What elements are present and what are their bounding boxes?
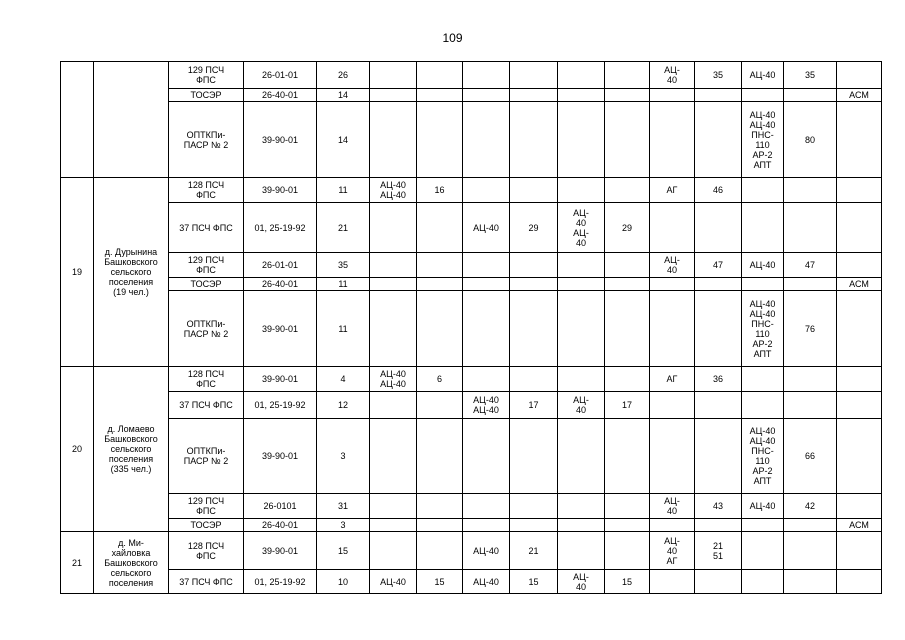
value-cell [784, 203, 837, 253]
value-cell: 47 [784, 253, 837, 278]
value-cell [695, 102, 742, 178]
value-cell: 21 [510, 532, 558, 570]
value-cell [784, 532, 837, 570]
settlement-cell: д. Ми- хайловка Башковского сельского поселения [94, 532, 169, 594]
value-cell [695, 203, 742, 253]
vehicle-cell [742, 367, 784, 392]
distance-cell: 31 [317, 494, 370, 519]
vehicle-cell [558, 519, 605, 532]
special-cell [837, 570, 882, 594]
value-cell [784, 278, 837, 291]
phone-cell: 39-90-01 [244, 419, 317, 494]
distance-cell: 4 [317, 367, 370, 392]
vehicle-cell [742, 278, 784, 291]
value-cell [784, 570, 837, 594]
value-cell: 47 [695, 253, 742, 278]
distance-cell: 14 [317, 89, 370, 102]
value-cell [510, 367, 558, 392]
value-cell [417, 392, 463, 419]
value-cell: 17 [605, 392, 650, 419]
vehicle-cell: АГ [650, 178, 695, 203]
value-cell [784, 519, 837, 532]
vehicle-cell: АЦ- 40 АЦ- 40 [558, 203, 605, 253]
table-row [61, 291, 882, 367]
vehicle-cell [370, 253, 417, 278]
vehicle-cell [370, 519, 417, 532]
value-cell [784, 367, 837, 392]
value-cell [417, 102, 463, 178]
value-cell [695, 392, 742, 419]
vehicle-cell [370, 102, 417, 178]
special-cell: АСМ [837, 519, 882, 532]
value-cell: 43 [695, 494, 742, 519]
phone-cell: 01, 25-19-92 [244, 392, 317, 419]
value-cell [695, 419, 742, 494]
distance-cell: 21 [317, 203, 370, 253]
vehicle-cell [370, 203, 417, 253]
phone-cell: 26-0101 [244, 494, 317, 519]
vehicle-cell: АЦ- 40 [650, 494, 695, 519]
unit-cell: 129 ПСЧ ФПС [169, 253, 244, 278]
vehicle-cell: АЦ- 40 [558, 392, 605, 419]
value-cell [605, 102, 650, 178]
vehicle-cell [558, 253, 605, 278]
vehicle-cell [463, 419, 510, 494]
special-cell: АСМ [837, 278, 882, 291]
vehicle-cell [463, 102, 510, 178]
value-cell [784, 178, 837, 203]
special-cell [837, 178, 882, 203]
value-cell [605, 367, 650, 392]
distance-cell: 26 [317, 62, 370, 89]
unit-cell: ОПТКПи- ПАСР № 2 [169, 419, 244, 494]
value-cell [510, 253, 558, 278]
vehicle-cell: АЦ-40 [463, 203, 510, 253]
value-cell [784, 89, 837, 102]
value-cell [417, 519, 463, 532]
vehicle-cell [463, 178, 510, 203]
distance-cell: 11 [317, 278, 370, 291]
special-cell [837, 392, 882, 419]
special-cell [837, 367, 882, 392]
vehicle-cell: АГ [650, 367, 695, 392]
phone-cell: 01, 25-19-92 [244, 203, 317, 253]
value-cell [605, 253, 650, 278]
vehicle-cell [650, 519, 695, 532]
value-cell: 6 [417, 367, 463, 392]
unit-cell: 37 ПСЧ ФПС [169, 203, 244, 253]
row-number-cell: 21 [61, 532, 94, 594]
value-cell [605, 278, 650, 291]
value-cell [695, 278, 742, 291]
table-row [61, 253, 882, 278]
value-cell: 76 [784, 291, 837, 367]
special-cell [837, 291, 882, 367]
vehicle-cell: АЦ-40 АЦ-40 [370, 367, 417, 392]
special-cell [837, 532, 882, 570]
table-row [61, 494, 882, 519]
row-number-cell: 19 [61, 178, 94, 367]
row-number-cell: 20 [61, 367, 94, 532]
vehicle-cell [650, 203, 695, 253]
value-cell [510, 62, 558, 89]
value-cell: 17 [510, 392, 558, 419]
value-cell [417, 62, 463, 89]
vehicle-cell [650, 102, 695, 178]
special-cell [837, 62, 882, 89]
vehicle-cell: АЦ- 40 [650, 253, 695, 278]
value-cell [695, 89, 742, 102]
vehicle-cell [650, 278, 695, 291]
value-cell [605, 532, 650, 570]
unit-cell: 128 ПСЧ ФПС [169, 367, 244, 392]
response-table [60, 61, 882, 594]
special-cell [837, 253, 882, 278]
vehicle-cell [370, 89, 417, 102]
unit-cell: ОПТКПи- ПАСР № 2 [169, 291, 244, 367]
table-row [61, 392, 882, 419]
value-cell [510, 519, 558, 532]
settlement-cell: д. Ломаево Башковского сельского поселения (335 чел.) [94, 367, 169, 532]
table-row [61, 102, 882, 178]
vehicle-cell [558, 178, 605, 203]
value-cell: 15 [417, 570, 463, 594]
phone-cell: 26-40-01 [244, 89, 317, 102]
vehicle-cell [463, 494, 510, 519]
vehicle-cell [650, 392, 695, 419]
distance-cell: 10 [317, 570, 370, 594]
vehicle-cell [558, 419, 605, 494]
table-row [61, 532, 882, 570]
value-cell [510, 89, 558, 102]
vehicle-cell: АЦ-40 [742, 494, 784, 519]
unit-cell: ТОСЭР [169, 519, 244, 532]
vehicle-cell [558, 494, 605, 519]
vehicle-cell [742, 570, 784, 594]
vehicle-cell [463, 62, 510, 89]
value-cell [417, 419, 463, 494]
value-cell [510, 278, 558, 291]
value-cell [417, 278, 463, 291]
value-cell [695, 570, 742, 594]
value-cell [605, 419, 650, 494]
table-row [61, 419, 882, 494]
special-cell [837, 494, 882, 519]
value-cell [605, 494, 650, 519]
vehicle-cell [558, 367, 605, 392]
vehicle-cell [370, 419, 417, 494]
unit-cell: 129 ПСЧ ФПС [169, 494, 244, 519]
value-cell: 42 [784, 494, 837, 519]
vehicle-cell [742, 532, 784, 570]
vehicle-cell [558, 532, 605, 570]
value-cell [417, 291, 463, 367]
vehicle-cell [650, 291, 695, 367]
table-row [61, 62, 882, 89]
vehicle-cell [650, 419, 695, 494]
table-row [61, 519, 882, 532]
special-cell [837, 102, 882, 178]
value-cell [605, 89, 650, 102]
vehicle-cell [370, 291, 417, 367]
vehicle-cell: АЦ-40 АЦ-40 ПНС- 110 АР-2 АПТ [742, 291, 784, 367]
value-cell [510, 419, 558, 494]
unit-cell: 37 ПСЧ ФПС [169, 392, 244, 419]
vehicle-cell: АЦ-40 [463, 570, 510, 594]
vehicle-cell: АЦ-40 АЦ-40 [370, 178, 417, 203]
value-cell [695, 291, 742, 367]
vehicle-cell [558, 62, 605, 89]
vehicle-cell [370, 532, 417, 570]
vehicle-cell: АЦ-40 АЦ-40 ПНС- 110 АР-2 АПТ [742, 102, 784, 178]
phone-cell: 26-40-01 [244, 519, 317, 532]
vehicle-cell [463, 367, 510, 392]
value-cell [417, 253, 463, 278]
vehicle-cell [558, 278, 605, 291]
value-cell [695, 519, 742, 532]
phone-cell: 39-90-01 [244, 367, 317, 392]
special-cell [837, 419, 882, 494]
vehicle-cell: АЦ-40 [742, 62, 784, 89]
value-cell: 16 [417, 178, 463, 203]
value-cell [784, 392, 837, 419]
value-cell: 15 [510, 570, 558, 594]
value-cell [605, 519, 650, 532]
distance-cell: 11 [317, 178, 370, 203]
value-cell: 36 [695, 367, 742, 392]
value-cell [605, 291, 650, 367]
unit-cell: ТОСЭР [169, 89, 244, 102]
value-cell [417, 494, 463, 519]
value-cell [417, 532, 463, 570]
distance-cell: 11 [317, 291, 370, 367]
value-cell [417, 203, 463, 253]
special-cell: АСМ [837, 89, 882, 102]
phone-cell: 26-01-01 [244, 253, 317, 278]
value-cell: 35 [784, 62, 837, 89]
settlement-cell: д. Дурынина Башковского сельского поселения (19 чел.) [94, 178, 169, 367]
vehicle-cell [742, 89, 784, 102]
value-cell: 29 [510, 203, 558, 253]
special-cell [837, 203, 882, 253]
value-cell [605, 62, 650, 89]
row-number-cell [61, 62, 94, 178]
vehicle-cell [742, 178, 784, 203]
value-cell [605, 178, 650, 203]
phone-cell: 39-90-01 [244, 532, 317, 570]
value-cell [510, 178, 558, 203]
vehicle-cell [742, 203, 784, 253]
vehicle-cell [370, 62, 417, 89]
unit-cell: 37 ПСЧ ФПС [169, 570, 244, 594]
value-cell: 29 [605, 203, 650, 253]
vehicle-cell: АЦ-40 [370, 570, 417, 594]
value-cell: 15 [605, 570, 650, 594]
vehicle-cell [558, 89, 605, 102]
value-cell: 46 [695, 178, 742, 203]
phone-cell: 26-01-01 [244, 62, 317, 89]
value-cell: 35 [695, 62, 742, 89]
distance-cell: 3 [317, 519, 370, 532]
unit-cell: 128 ПСЧ ФПС [169, 532, 244, 570]
table-row [61, 89, 882, 102]
vehicle-cell [463, 253, 510, 278]
table-row [61, 178, 882, 203]
vehicle-cell [463, 519, 510, 532]
distance-cell: 14 [317, 102, 370, 178]
vehicle-cell [463, 89, 510, 102]
value-cell [510, 102, 558, 178]
unit-cell: 129 ПСЧ ФПС [169, 62, 244, 89]
vehicle-cell: АЦ- 40 [650, 62, 695, 89]
table-row [61, 278, 882, 291]
distance-cell: 35 [317, 253, 370, 278]
vehicle-cell [650, 89, 695, 102]
vehicle-cell [370, 278, 417, 291]
table-row [61, 203, 882, 253]
settlement-cell [94, 62, 169, 178]
vehicle-cell [742, 519, 784, 532]
vehicle-cell [650, 570, 695, 594]
table-row [61, 570, 882, 594]
value-cell: 80 [784, 102, 837, 178]
phone-cell: 39-90-01 [244, 291, 317, 367]
vehicle-cell: АЦ- 40 [558, 570, 605, 594]
table-row [61, 367, 882, 392]
vehicle-cell [558, 291, 605, 367]
vehicle-cell [463, 278, 510, 291]
vehicle-cell [370, 392, 417, 419]
vehicle-cell: АЦ-40 [463, 532, 510, 570]
phone-cell: 01, 25-19-92 [244, 570, 317, 594]
vehicle-cell [742, 392, 784, 419]
value-cell [510, 291, 558, 367]
distance-cell: 12 [317, 392, 370, 419]
phone-cell: 26-40-01 [244, 278, 317, 291]
page-number: 109 [442, 31, 463, 45]
distance-cell: 15 [317, 532, 370, 570]
vehicle-cell [558, 102, 605, 178]
vehicle-cell: АЦ- 40 АГ [650, 532, 695, 570]
distance-cell: 3 [317, 419, 370, 494]
value-cell [510, 494, 558, 519]
vehicle-cell: АЦ-40 [742, 253, 784, 278]
vehicle-cell [463, 291, 510, 367]
value-cell: 21 51 [695, 532, 742, 570]
vehicle-cell [370, 494, 417, 519]
vehicle-cell: АЦ-40 АЦ-40 ПНС- 110 АР-2 АПТ [742, 419, 784, 494]
phone-cell: 39-90-01 [244, 102, 317, 178]
phone-cell: 39-90-01 [244, 178, 317, 203]
unit-cell: ТОСЭР [169, 278, 244, 291]
vehicle-cell: АЦ-40 АЦ-40 [463, 392, 510, 419]
value-cell: 66 [784, 419, 837, 494]
unit-cell: 128 ПСЧ ФПС [169, 178, 244, 203]
value-cell [417, 89, 463, 102]
unit-cell: ОПТКПи- ПАСР № 2 [169, 102, 244, 178]
